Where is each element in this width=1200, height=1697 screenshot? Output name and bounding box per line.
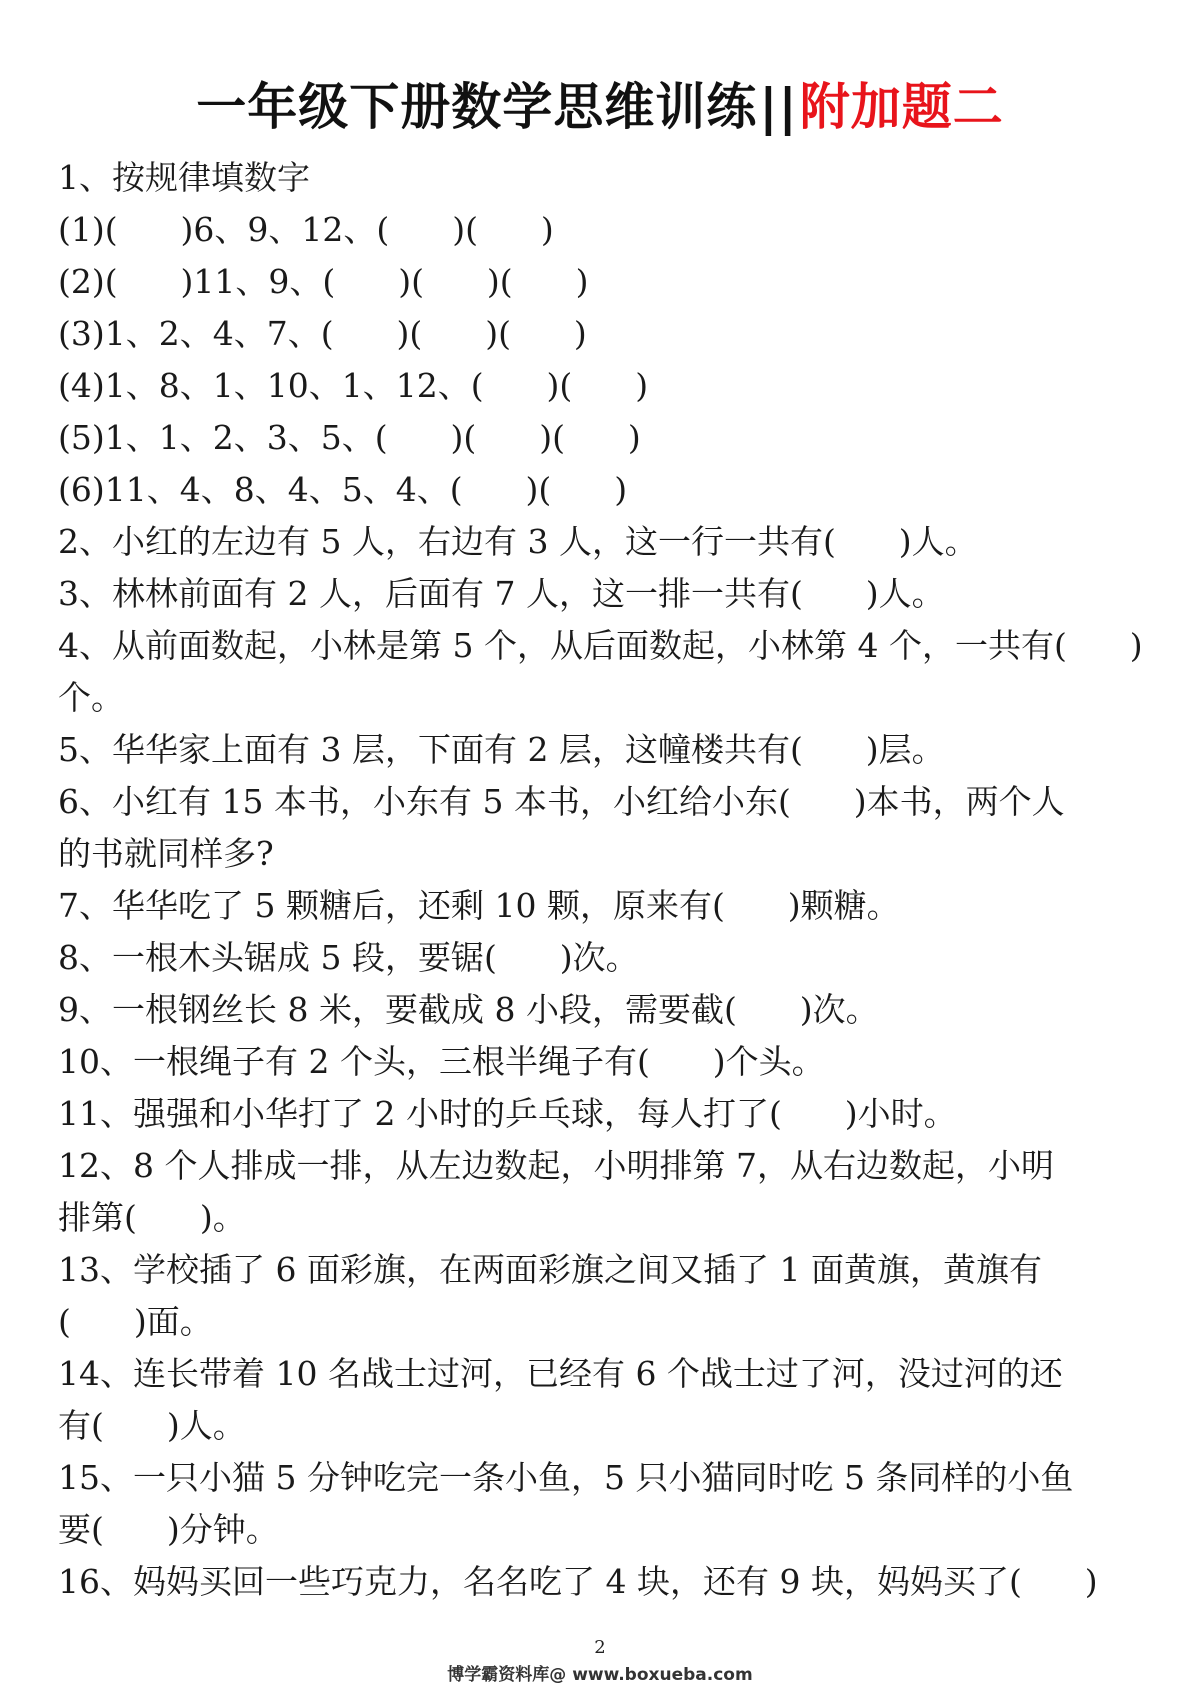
question-line: 8、一根木头锯成 5 段，要锯( )次。 [58, 938, 639, 977]
question-line: 12、8 个人排成一排，从左边数起，小明排第 7，从右边数起，小明 [58, 1146, 1054, 1185]
question-line: 14、连长带着 10 名战士过河，已经有 6 个战士过了河，没过河的还 [58, 1354, 1063, 1393]
question-line: 7、华华吃了 5 颗糖后，还剩 10 颗，原来有( )颗糖。 [58, 886, 900, 925]
question-line: ( )面。 [58, 1302, 213, 1341]
question-line: 有( )人。 [58, 1406, 246, 1445]
question-line: (3)1、2、4、7、( )( )( ) [58, 314, 587, 353]
question-line: (1)( )6、9、12、( )( ) [58, 210, 554, 249]
page-number: 2 [594, 1637, 606, 1658]
question-line: 5、华华家上面有 3 层，下面有 2 层，这幢楼共有( )层。 [58, 730, 945, 769]
watermark: 博学霸资料库@ www.boxueba.com [447, 1665, 753, 1685]
question-line: 16、妈妈买回一些巧克力，名名吃了 4 块，还有 9 块，妈妈买了( ) [58, 1562, 1098, 1601]
question-line: 2、小红的左边有 5 人，右边有 3 人，这一行一共有( )人。 [58, 522, 978, 561]
question-line: (6)11、4、8、4、5、4、( )( ) [58, 470, 628, 509]
title-separator: || [759, 78, 798, 136]
question-line: 9、一根钢丝长 8 米，要截成 8 小段，需要截( )次。 [58, 990, 879, 1029]
question-line: 个。 [58, 678, 124, 717]
page-title [0, 72, 1200, 142]
question-line: 要( )分钟。 [58, 1510, 279, 1549]
question-line: 10、一根绳子有 2 个头，三根半绳子有( )个头。 [58, 1042, 825, 1081]
title-main: 一年级下册数学思维训练 [196, 78, 758, 136]
question-line: (2)( )11、9、( )( )( ) [58, 262, 589, 301]
question-line: (5)1、1、2、3、5、( )( )( ) [58, 418, 641, 457]
question-line: 3、林林前面有 2 人，后面有 7 人，这一排一共有( )人。 [58, 574, 945, 613]
question-line: 4、从前面数起，小林是第 5 个，从后面数起，小林第 4 个，一共有( ) [58, 626, 1143, 665]
title-accent: 附加题二 [799, 78, 1004, 136]
question-line: 13、学校插了 6 面彩旗，在两面彩旗之间又插了 1 面黄旗，黄旗有 [58, 1250, 1042, 1289]
question-line: 15、一只小猫 5 分钟吃完一条小鱼，5 只小猫同时吃 5 条同样的小鱼 [58, 1458, 1074, 1497]
question-line: 排第( )。 [58, 1198, 246, 1237]
question-line: 11、强强和小华打了 2 小时的乒乓球，每人打了( )小时。 [58, 1094, 957, 1133]
question-line: (4)1、8、1、10、1、12、( )( ) [58, 366, 649, 405]
question-line: 6、小红有 15 本书，小东有 5 本书，小红给小东( )本书，两个人 [58, 782, 1065, 821]
question-line: 1、按规律填数字 [58, 158, 310, 197]
question-list [58, 152, 1148, 1608]
question-line: 的书就同样多? [58, 834, 274, 873]
